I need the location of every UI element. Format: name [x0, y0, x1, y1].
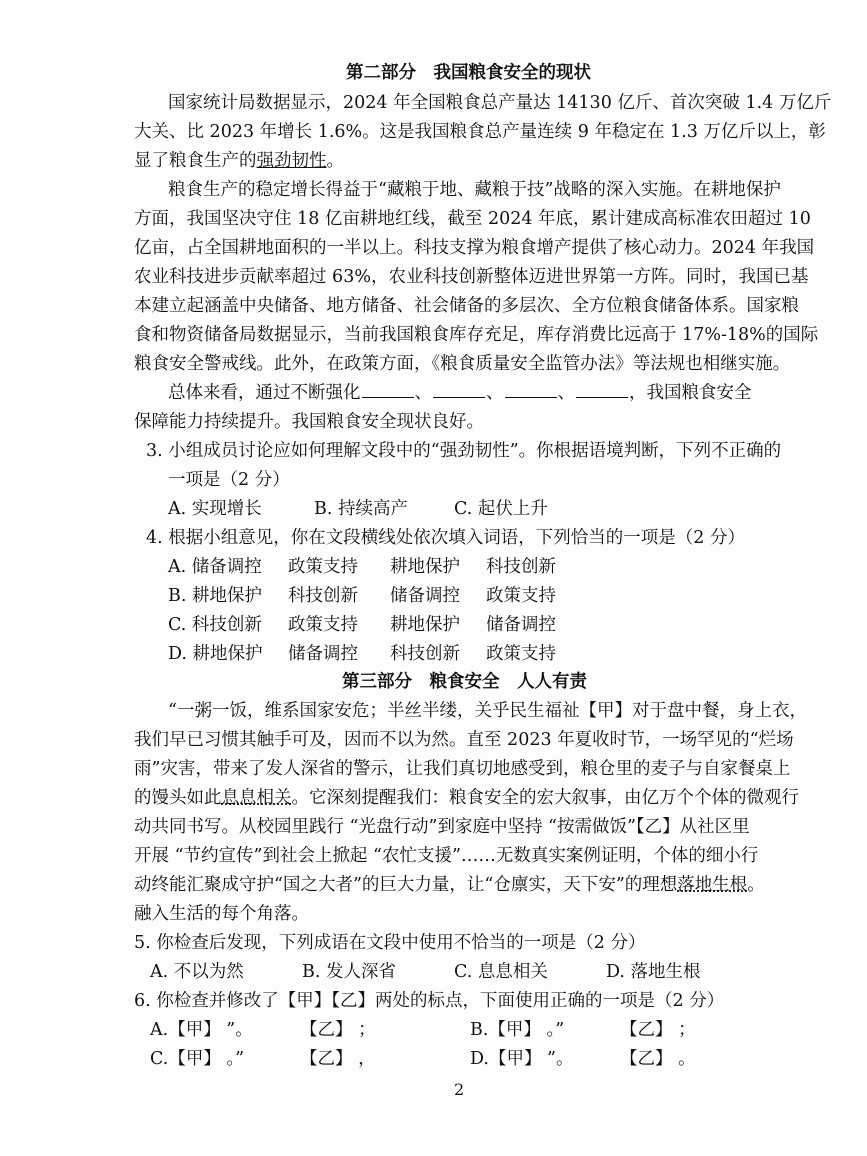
q4-a-3: 耕地保护: [390, 557, 460, 577]
q5-stem: 5. 你检查后发现，下列成语在文段中使用不恰当的一项是（2 分）: [134, 933, 646, 953]
q4-d-2: 储备调控: [288, 644, 358, 664]
q6-d-yi: 【乙】 。: [620, 1049, 696, 1069]
s2-p2-line7: 粮食安全警戒线。此外，在政策方面，《粮食质量安全监管办法》等法规也相继实施。: [134, 354, 791, 374]
q5-option-d: D. 落地生根: [606, 962, 701, 982]
fill-blank-1: [362, 383, 414, 398]
s2-p2-line5: 本建立起涵盖中央储备、地方储备、社会储备的多层次、全方位粮食储备体系。国家粮: [134, 296, 799, 316]
q3-option-a: A. 实现增长: [168, 499, 262, 519]
s2-p2-line3: 亿亩，占全国耕地面积的一半以上。科技支撑为粮食增产提供了核心动力。2024 年我国: [134, 238, 815, 258]
q4-c-3: 耕地保护: [390, 615, 460, 635]
s3-line4: 的馒头如此息息相关。它深刻提醒我们：粮食安全的宏大叙事，由亿万个个体的微观行: [134, 788, 799, 808]
q4-d-1: D. 耕地保护: [168, 644, 263, 664]
s2-p3-line1: 总体来看，通过不断强化 、 、 、 ，我国粮食安全: [168, 383, 752, 403]
fill-blank-2: [433, 383, 485, 398]
s2-p2-line2: 方面，我国坚决守住 18 亿亩耕地红线，截至 2024 年底，累计建成高标准农田超过 10: [134, 209, 811, 229]
s2-p1-line2: 大关、比 2023 年增长 1.6%。这是我国粮食总产量连续 9 年稳定在 1.3 万亿斤以上，彰: [134, 122, 826, 142]
q4-b-3: 储备调控: [390, 586, 460, 606]
q4-b-1: B. 耕地保护: [168, 586, 262, 606]
s2-p2-line6: 食和物资储备局数据显示，当前我国粮食库存充足，库存消费比远高于 17%-18%的国际: [134, 325, 819, 345]
q4-d-3: 科技创新: [390, 644, 460, 664]
q3-option-c: C. 起伏上升: [454, 499, 548, 519]
s2-p1-line1: 国家统计局数据显示，2024 年全国粮食总产量达 14130 亿斤、首次突破 1.4 万亿斤: [168, 93, 832, 113]
s2-p3-line2: 保障能力持续提升。我国粮食安全现状良好。: [134, 412, 484, 432]
section2-title: 第二部分 我国粮食安全的现状: [346, 63, 591, 83]
underlined-term: 强劲韧性: [256, 151, 327, 171]
q3-stem-cont: 一项是（2 分）: [168, 470, 290, 490]
q6-a-yi: 【乙】 ；: [300, 1020, 376, 1040]
q4-a-1: A. 储备调控: [168, 557, 262, 577]
section3-title: 第三部分 粮食安全 人人有责: [342, 672, 587, 692]
q6-b-yi: 【乙】 ；: [620, 1020, 696, 1040]
fill-blank-4: [576, 383, 628, 398]
fill-blank-3: [505, 383, 557, 398]
s3-line7: 动终能汇聚成守护“国之大者”的巨大力量，让“仓廪实，天下安”的理想落地生根。: [134, 875, 765, 895]
s2-p2-line1: 粮食生产的稳定增长得益于“藏粮于地、藏粮于技”战略的深入实施。在耕地保护: [168, 180, 781, 200]
q6-stem: 6. 你检查并修改了【甲】【乙】两处的标点，下面使用正确的一项是（2 分）: [134, 991, 725, 1011]
q3-option-b: B. 持续高产: [314, 499, 408, 519]
q4-stem: 4. 根据小组意见，你在文段横线处依次填入词语，下列恰当的一项是（2 分）: [146, 528, 745, 548]
q4-c-2: 政策支持: [288, 615, 358, 635]
q6-a-jia: A.【甲】 ”。: [150, 1020, 253, 1040]
s3-line5: 动共同书写。从校园里践行 “光盘行动”到家庭中坚持 “按需做饭”【乙】从社区里: [134, 817, 750, 837]
s2-p2-line4: 农业科技进步贡献率超过 63%，农业科技创新整体迈进世界第一方阵。同时，我国已基: [134, 267, 809, 287]
q5-option-a: A. 不以为然: [150, 962, 244, 982]
page-number: 2: [454, 1080, 465, 1099]
s3-line2: 我们早已习惯其触手可及，因而不以为然。直至 2023 年夏收时节，一场罕见的“烂场: [134, 730, 794, 750]
q6-c-yi: 【乙】 ，: [300, 1049, 376, 1069]
q4-b-2: 科技创新: [288, 586, 358, 606]
q6-c-jia: C.【甲】 。”: [150, 1049, 245, 1069]
q4-d-4: 政策支持: [486, 644, 556, 664]
s2-p1-line3: 显了粮食生产的强劲韧性。: [134, 151, 344, 171]
dotted-idiom: 落地生根: [677, 875, 748, 895]
q4-a-2: 政策支持: [288, 557, 358, 577]
q4-c-4: 储备调控: [486, 615, 556, 635]
q4-c-1: C. 科技创新: [168, 615, 262, 635]
q5-option-c: C. 息息相关: [454, 962, 548, 982]
q6-d-jia: D.【甲】 ”。: [470, 1049, 574, 1069]
s3-line8: 融入生活的每个角落。: [134, 904, 309, 924]
s3-line3: 雨”灾害，带来了发人深省的警示，让我们真切地感受到，粮仓里的麦子与自家餐桌上: [134, 759, 791, 779]
s3-line1: “一粥一饭，维系国家安危；半丝半缕，关乎民生福祉【甲】对于盘中餐，身上衣，: [168, 701, 807, 721]
q4-a-4: 科技创新: [486, 557, 556, 577]
q4-b-4: 政策支持: [486, 586, 556, 606]
s3-line6: 开展 “节约宣传”到社会上掀起 “农忙支援”……无数真实案例证明，个体的细小行: [134, 846, 759, 866]
q5-option-b: B. 发人深省: [302, 962, 396, 982]
dotted-idiom: 息息相关: [221, 788, 292, 808]
q3-stem: 3. 小组成员讨论应如何理解文段中的“强劲韧性”。你根据语境判断，下列不正确的: [146, 441, 782, 461]
q6-b-jia: B.【甲】 。”: [470, 1020, 565, 1040]
